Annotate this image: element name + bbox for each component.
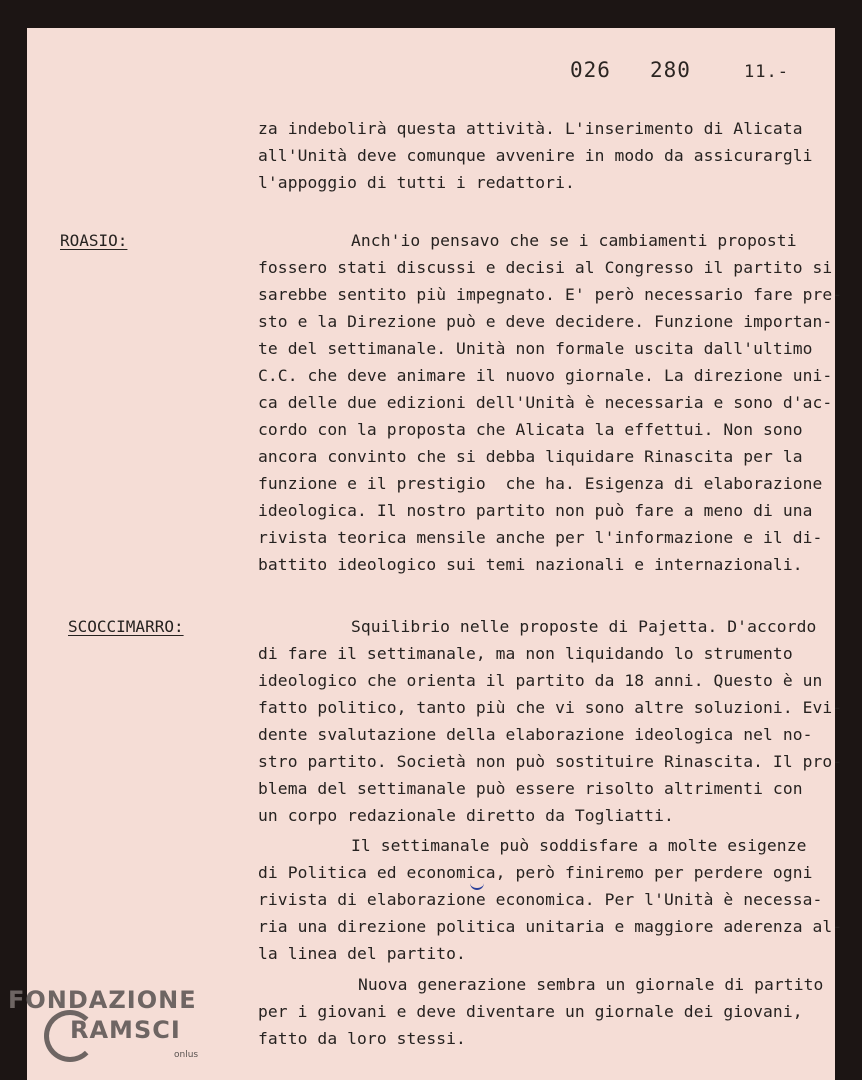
text-line: za indebolirà questa attività. L'inserimento di Alicata — [258, 119, 803, 138]
text-line: te del settimanale. Unità non formale uscita dall'ultimo — [258, 339, 813, 358]
text-line: funzione e il prestigio che ha. Esigenza di elaborazione — [258, 474, 823, 493]
text-line: sarebbe sentito più impegnato. E' però necessario fare pre- — [258, 285, 843, 304]
text-line: la linea del partito. — [258, 944, 466, 963]
speaker-roasio: ROASIO: — [60, 231, 128, 250]
text-line: ancora convinto che si debba liquidare Rinascita per la — [258, 447, 803, 466]
text-line: blema del settimanale può essere risolto altrimenti con — [258, 779, 803, 798]
page-number: 11.- — [744, 62, 789, 82]
text-line: fatto da loro stessi. — [258, 1029, 466, 1048]
text-line: rivista teorica mensile anche per l'informazione e il di- — [258, 528, 823, 547]
fondazione-gramsci-watermark — [8, 986, 199, 1060]
text-line: un corpo redazionale diretto da Togliatti. — [258, 806, 674, 825]
text-line: Il settimanale può soddisfare a molte esigenze — [351, 836, 807, 855]
archive-number-2: 280 — [650, 58, 691, 82]
text-line: l'appoggio di tutti i redattori. — [258, 173, 575, 192]
text-line: dente svalutazione della elaborazione ideologica nel no- — [258, 725, 813, 744]
text-line: sto e la Direzione può e deve decidere. Funzione importan- — [258, 312, 833, 331]
text-line: ideologico che orienta il partito da 18 anni. Questo è un — [258, 671, 823, 690]
text-line: Anch'io pensavo che se i cambiamenti proposti — [351, 231, 797, 250]
watermark-line-1: FONDAZIONE — [8, 986, 197, 1014]
text-line: Nuova generazione sembra un giornale di partito — [358, 975, 824, 994]
text-line: cordo con la proposta che Alicata la effettui. Non sono — [258, 420, 803, 439]
archive-number-1: 026 — [570, 58, 611, 82]
text-line: C.C. che deve animare il nuovo giornale. La direzione uni- — [258, 366, 833, 385]
watermark-line-2: RAMSCI — [70, 1016, 181, 1044]
text-line: ideologica. Il nostro partito non può fare a meno di una — [258, 501, 813, 520]
text-line: Squilibrio nelle proposte di Pajetta. D'accordo — [351, 617, 817, 636]
text-line: fatto politico, tanto più che vi sono altre soluzioni. Evi- — [258, 698, 843, 717]
watermark-line-3: onlus — [174, 1050, 199, 1060]
text-line: battito ideologico sui temi nazionali e internazionali. — [258, 555, 803, 574]
text-line: ca delle due edizioni dell'Unità è necessaria e sono d'ac- — [258, 393, 833, 412]
text-line: stro partito. Società non può sostituire Rinascita. Il pro- — [258, 752, 843, 771]
text-line: di fare il settimanale, ma non liquidando lo strumento — [258, 644, 793, 663]
text-line: di Politica ed economica, però finiremo per perdere ogni — [258, 863, 813, 882]
text-line: ria una direzione politica unitaria e maggiore aderenza al- — [258, 917, 843, 936]
text-line: per i giovani e deve diventare un giornale dei giovani, — [258, 1002, 803, 1021]
speaker-scoccimarro: SCOCCIMARRO: — [68, 617, 184, 636]
text-line: rivista di elaborazione economica. Per l'Unità è necessa- — [258, 890, 823, 909]
text-line: all'Unità deve comunque avvenire in modo da assicurargli — [258, 146, 813, 165]
text-line: fossero stati discussi e decisi al Congresso il partito si — [258, 258, 833, 277]
